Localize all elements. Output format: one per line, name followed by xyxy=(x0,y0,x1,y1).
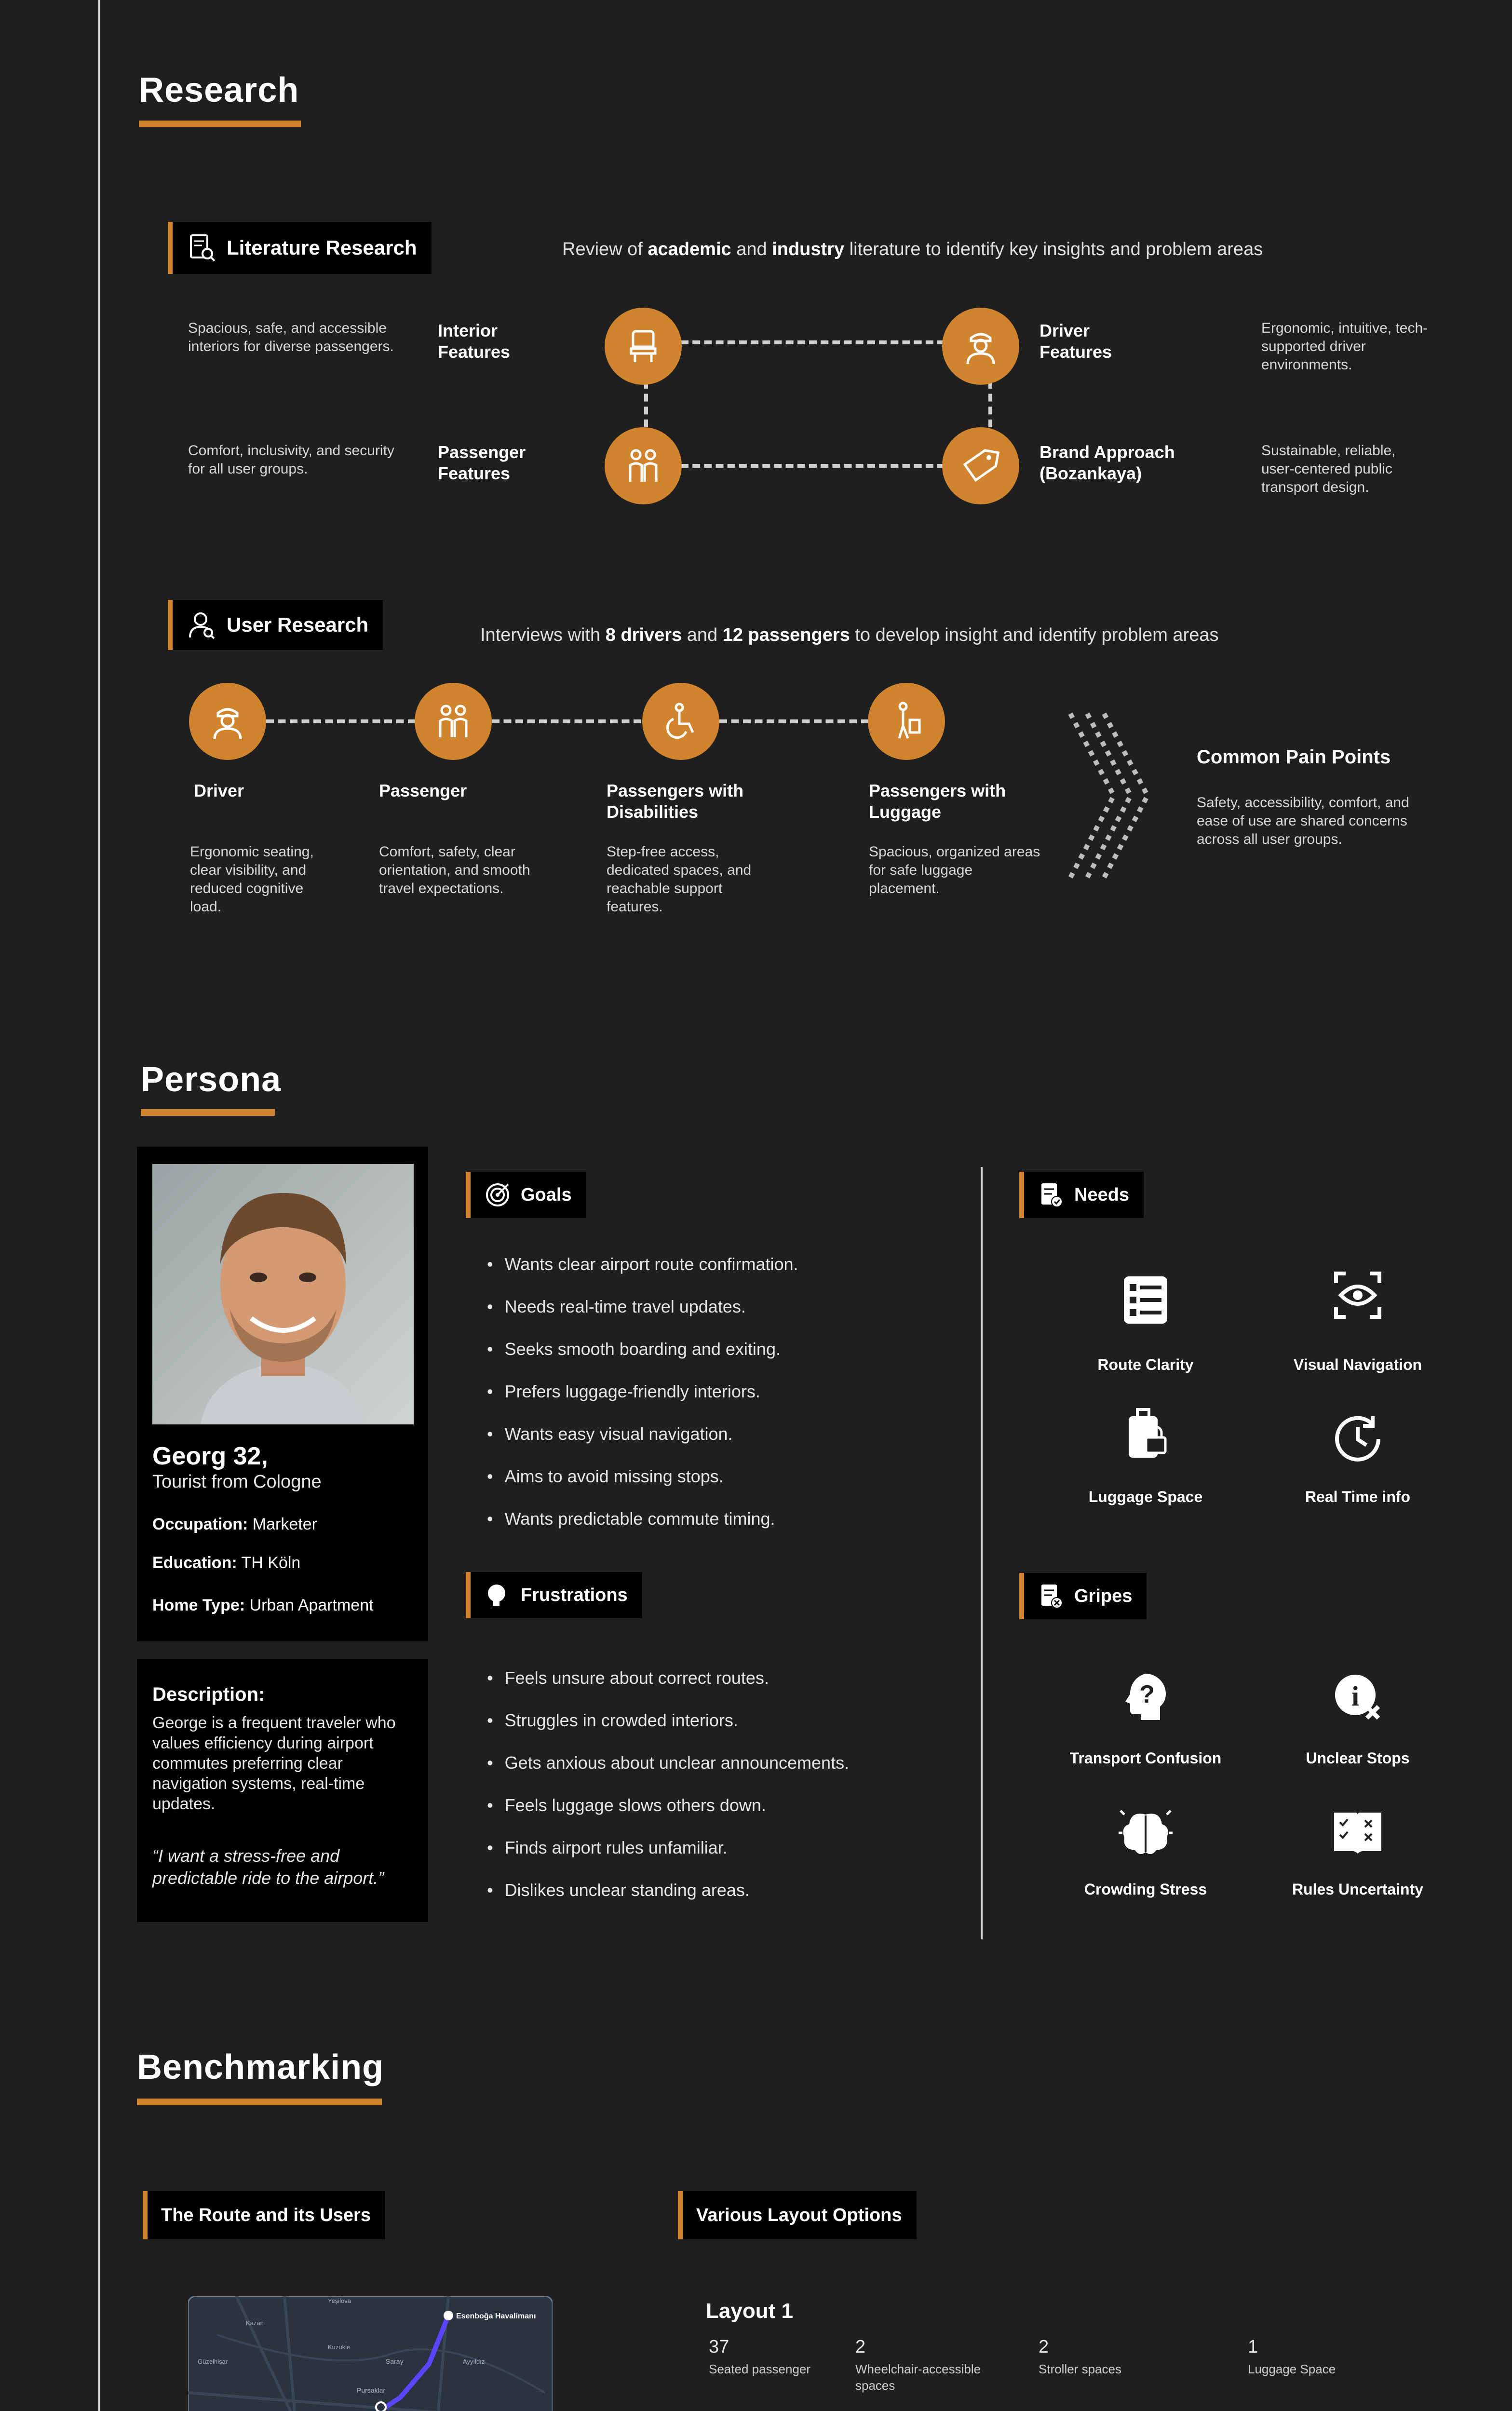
luggage-icon xyxy=(868,683,945,760)
research-underline xyxy=(139,121,301,127)
connector-line xyxy=(644,381,648,427)
map-label: Yeşilova xyxy=(328,2297,351,2304)
driver-label: Driver xyxy=(194,781,244,800)
passenger-desc: Comfort, safety, clear orientation, and smooth travel expectations. xyxy=(379,844,530,896)
description-text: George is a frequent traveler who values efficiency during airport commutes preferring clear navigation systems, real-time updates. xyxy=(152,1714,396,1813)
persona-name: Georg 32, xyxy=(152,1442,268,1470)
route-list-icon xyxy=(1117,1271,1174,1329)
needs-tag: Needs xyxy=(1019,1172,1144,1218)
layout-1-stat: 2 xyxy=(855,2337,866,2357)
need-route-clarity: Route Clarity xyxy=(1097,1356,1194,1373)
layout-1-stat-label: Luggage Space xyxy=(1248,2362,1336,2376)
persona-underline xyxy=(141,1109,275,1116)
seat-icon xyxy=(605,308,682,385)
research-title: Research xyxy=(139,71,299,109)
persona-divider xyxy=(981,1167,983,1939)
passengers-icon xyxy=(605,427,682,504)
persona-home: Home Type: Urban Apartment xyxy=(152,1596,374,1614)
passenger-features-desc: Comfort, inclusivity, and security for all user groups. xyxy=(188,443,394,477)
description-label: Description: xyxy=(152,1684,265,1705)
list-item: • Needs real-time travel updates. xyxy=(487,1296,798,1339)
literature-research-tag: Literature Research xyxy=(168,222,432,274)
map-label: Ayyıldız xyxy=(463,2358,485,2365)
benchmarking-underline xyxy=(137,2099,382,2105)
disabilities-desc: Step-free access, dedicated spaces, and reachable support features. xyxy=(607,844,752,915)
route-map xyxy=(188,2296,553,2411)
map-label: Güzelhisar xyxy=(198,2358,228,2365)
list-item: • Wants predictable commute timing. xyxy=(487,1508,798,1551)
gripe-rules-uncertainty: Rules Uncertainty xyxy=(1292,1881,1424,1898)
persona-card xyxy=(137,1147,428,1641)
need-real-time-info: Real Time info xyxy=(1305,1488,1411,1505)
connector-line xyxy=(681,340,945,344)
left-guide-line xyxy=(98,0,100,2411)
list-item: • Seeks smooth boarding and exiting. xyxy=(487,1339,798,1381)
connector-line xyxy=(988,381,992,427)
frustrations-list xyxy=(487,1667,849,1922)
map-label: Esenboğa Havalimanı xyxy=(456,2312,536,2320)
layout-1-stat-label: Wheelchair-accessible spaces xyxy=(855,2362,981,2393)
list-item: • Feels luggage slows others down. xyxy=(487,1795,849,1837)
tag-icon xyxy=(942,427,1019,504)
connector-line xyxy=(719,719,869,723)
list-item: • Gets anxious about unclear announcements. xyxy=(487,1752,849,1795)
gripes-tag: Gripes xyxy=(1019,1573,1147,1619)
list-item: • Dislikes unclear standing areas. xyxy=(487,1880,849,1922)
list-item: • Aims to avoid missing stops. xyxy=(487,1466,798,1508)
svg-text:i: i xyxy=(1351,1680,1360,1712)
list-item: • Prefers luggage-friendly interiors. xyxy=(487,1381,798,1423)
frustrations-tag: Frustrations xyxy=(466,1572,642,1618)
brand-approach-label: Brand Approach (Bozankaya) xyxy=(1040,442,1175,483)
persona-description-card xyxy=(137,1659,428,1922)
luggage-label: Passengers with Luggage xyxy=(869,781,1006,822)
brand-approach-desc: Sustainable, reliable, user-centered public transport design. xyxy=(1261,443,1396,495)
clock-refresh-icon xyxy=(1329,1410,1387,1468)
luggage-desc: Spacious, organized areas for safe luggage placement. xyxy=(869,844,1040,896)
list-item: • Struggles in crowded interiors. xyxy=(487,1710,849,1752)
driver-desc: Ergonomic seating, clear visibility, and reduced cognitive load. xyxy=(190,844,314,915)
passenger-features-label: Passenger Features xyxy=(438,442,526,483)
benchmarking-title: Benchmarking xyxy=(137,2048,384,2086)
svg-text:?: ? xyxy=(1139,1680,1155,1708)
checklist-icon xyxy=(1038,1181,1065,1208)
wheelchair-icon xyxy=(642,683,719,760)
question-head-icon xyxy=(1117,1668,1174,1726)
interior-features-desc: Spacious, safe, and accessible interiors for diverse passengers. xyxy=(188,320,394,354)
user-research-tag: User Research xyxy=(168,600,383,650)
persona-subtitle: Tourist from Cologne xyxy=(152,1472,322,1492)
persona-quote: “I want a stress-free and predictable ride to the airport.” xyxy=(152,1846,384,1888)
route-users-tag: The Route and its Users xyxy=(143,2191,385,2239)
connector-line xyxy=(681,464,945,468)
persona-education: Education: TH Köln xyxy=(152,1554,301,1572)
disabilities-label: Passengers with Disabilities xyxy=(607,781,744,822)
layout-1-stat: 2 xyxy=(1039,2337,1049,2357)
persona-title: Persona xyxy=(141,1060,282,1099)
brain-stress-icon xyxy=(1117,1803,1174,1861)
driver-features-desc: Ergonomic, intuitive, tech-supported driver environments. xyxy=(1261,320,1428,373)
luggage-lock-icon xyxy=(1117,1405,1174,1463)
layout-1-stat: 37 xyxy=(709,2337,729,2357)
document-search-icon xyxy=(186,232,217,263)
user-research-lead: Interviews with 8 drivers and 12 passengers to develop insight and identify problem areas xyxy=(480,625,1219,645)
list-item: • Finds airport rules unfamiliar. xyxy=(487,1837,849,1880)
info-x-icon xyxy=(1329,1668,1387,1726)
goals-list xyxy=(487,1254,798,1551)
pain-points-desc: Safety, accessibility, comfort, and ease of use are shared concerns across all user groups. xyxy=(1197,795,1409,847)
map-label: Kazan xyxy=(246,2319,264,2327)
chevrons-icon xyxy=(1061,709,1167,882)
layout-1-stat-label: Seated passenger xyxy=(709,2362,811,2376)
gripe-crowding-stress: Crowding Stress xyxy=(1084,1881,1207,1898)
passengers-icon xyxy=(415,683,492,760)
literature-lead: Review of academic and industry literature to identify key insights and problem areas xyxy=(562,239,1263,259)
need-visual-navigation: Visual Navigation xyxy=(1293,1356,1422,1373)
list-item: • Wants easy visual navigation. xyxy=(487,1423,798,1466)
connector-line xyxy=(492,719,641,723)
passenger-label: Passenger xyxy=(379,781,467,800)
layout-1-stat-label: Stroller spaces xyxy=(1039,2362,1121,2376)
map-label: Pursaklar xyxy=(357,2386,386,2394)
interior-features-label: Interior Features xyxy=(438,321,511,362)
list-item: • Wants clear airport route confirmation. xyxy=(487,1254,798,1296)
eye-scan-icon xyxy=(1329,1266,1387,1324)
gripe-transport-confusion: Transport Confusion xyxy=(1069,1749,1222,1767)
layout-options-tag: Various Layout Options xyxy=(678,2191,917,2239)
map-label: Kuzukle xyxy=(328,2343,351,2351)
frustration-icon xyxy=(484,1582,511,1609)
driver-icon xyxy=(189,683,266,760)
rules-book-icon xyxy=(1329,1803,1387,1861)
list-item: • Feels unsure about correct routes. xyxy=(487,1667,849,1710)
driver-features-label: Driver Features xyxy=(1040,321,1112,362)
connector-line xyxy=(266,719,416,723)
driver-icon xyxy=(942,308,1019,385)
persona-photo xyxy=(152,1164,414,1424)
goals-tag: Goals xyxy=(466,1172,586,1218)
layout-1-stat: 1 xyxy=(1248,2337,1258,2357)
pain-points-title: Common Pain Points xyxy=(1197,746,1391,768)
user-icon xyxy=(186,610,217,640)
map-label: Saray xyxy=(386,2357,404,2365)
gripes-list-icon xyxy=(1038,1583,1065,1610)
need-luggage-space: Luggage Space xyxy=(1088,1488,1203,1505)
persona-occupation: Occupation: Marketer xyxy=(152,1515,317,1533)
layout-1-title: Layout 1 xyxy=(706,2299,793,2323)
gripe-unclear-stops: Unclear Stops xyxy=(1306,1749,1410,1767)
target-icon xyxy=(484,1181,511,1208)
